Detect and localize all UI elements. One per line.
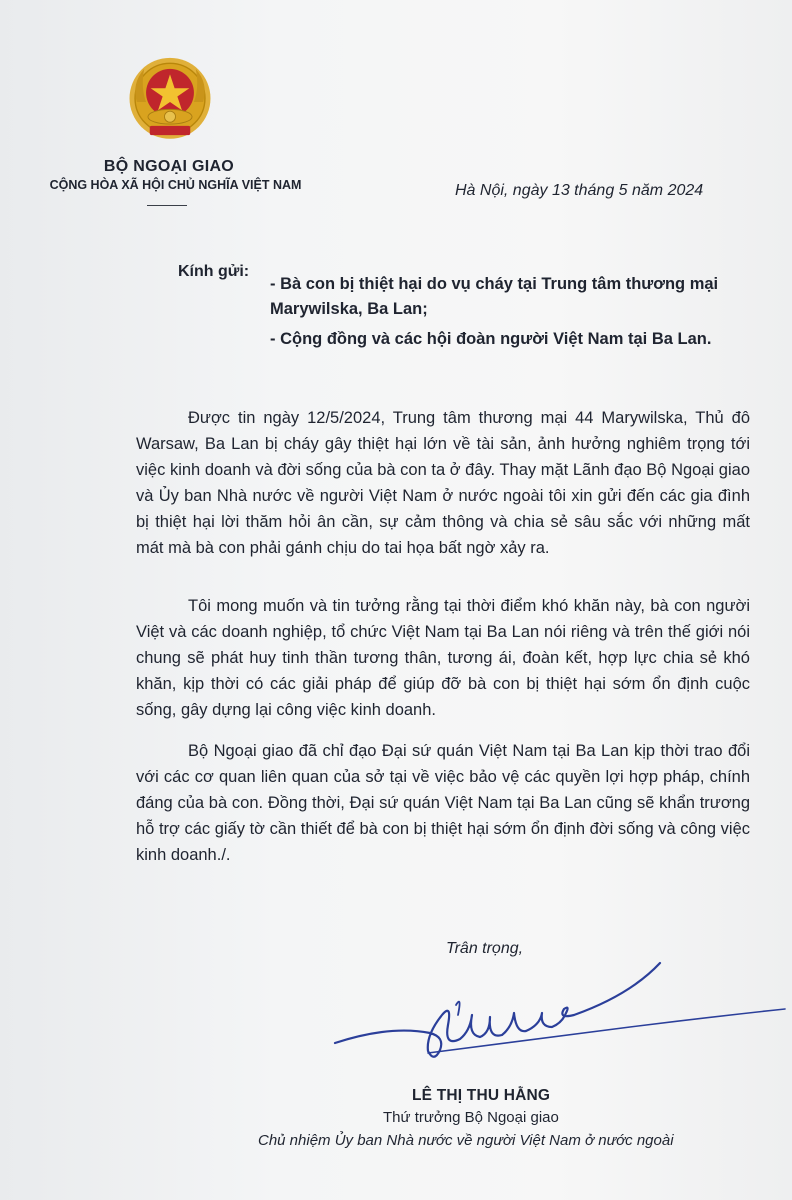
recipient-item: - Bà con bị thiệt hại do vụ cháy tại Trung tâm thương mại Marywilska, Ba Lan; xyxy=(270,275,719,318)
body-paragraph: Bộ Ngoại giao đã chỉ đạo Đại sứ quán Việt Nam tại Ba Lan kịp thời trao đổi với các cơ quan liên quan của sở tại về việc bảo vệ các quyền lợi hợp pháp, chính đáng của bà con. Đồng thời, Đại sứ quán Việt Nam tại Ba Lan cũng sẽ khẩn trương hỗ trợ các giấy tờ cần thiết để bà con bị thiệt hại sớm ổn định đời sống và công việc kinh doanh./. xyxy=(136,742,750,864)
body-paragraph: Được tin ngày 12/5/2024, Trung tâm thương mại 44 Marywilska, Thủ đô Warsaw, Ba Lan bị cháy gây thiệt hại lớn về tài sản, ảnh hưởng nghiêm trọng tới việc kinh doanh và đời sống của bà con ta ở đây. Thay mặt Lãnh đạo Bộ Ngoại giao và Ủy ban Nhà nước về người Việt Nam ở nước ngoài tôi xin gửi đến các gia đình bị thiệt hại lời thăm hỏi ân cần, sự cảm thông và chia sẻ sâu sắc với những mất mát mà bà con phải gánh chịu do tai họa bất ngờ xảy ra. xyxy=(136,409,750,557)
closing-salutation: Trân trọng, xyxy=(446,940,524,957)
signer-title: Thứ trưởng Bộ Ngoại giao xyxy=(383,1109,559,1126)
ministry-name: BỘ NGOẠI GIAO xyxy=(103,158,235,175)
recipients-label: Kính gửi: xyxy=(178,263,250,280)
country-name: CỘNG HÒA XÃ HỘI CHỦ NGHĨA VIỆT NAM xyxy=(49,178,302,192)
place-date: Hà Nội, ngày 13 tháng 5 năm 2024 xyxy=(455,182,704,199)
body-paragraph: Tôi mong muốn và tin tưởng rằng tại thời điểm khó khăn này, bà con người Việt và các doanh nghiệp, tổ chức Việt Nam tại Ba Lan nói riêng và trên thế giới nói chung sẽ phát huy tinh thần tương thân, tương ái, đoàn kết, hợp lực chia sẻ khó khăn, kịp thời có các giải pháp để giúp đỡ bà con bị thiệt hại sớm ổn định cuộc sống, gây dựng lại công việc kinh doanh. xyxy=(136,597,750,719)
signature xyxy=(330,955,790,1080)
recipient-item: - Cộng đồng và các hội đoàn người Việt Nam tại Ba Lan. xyxy=(270,330,712,348)
divider xyxy=(147,205,187,206)
signer-name: LÊ THỊ THU HẰNG xyxy=(412,1087,551,1104)
national-emblem-icon xyxy=(124,56,216,148)
signer-title: Chủ nhiệm Ủy ban Nhà nước về người Việt Nam ở nước ngoài xyxy=(258,1132,674,1149)
